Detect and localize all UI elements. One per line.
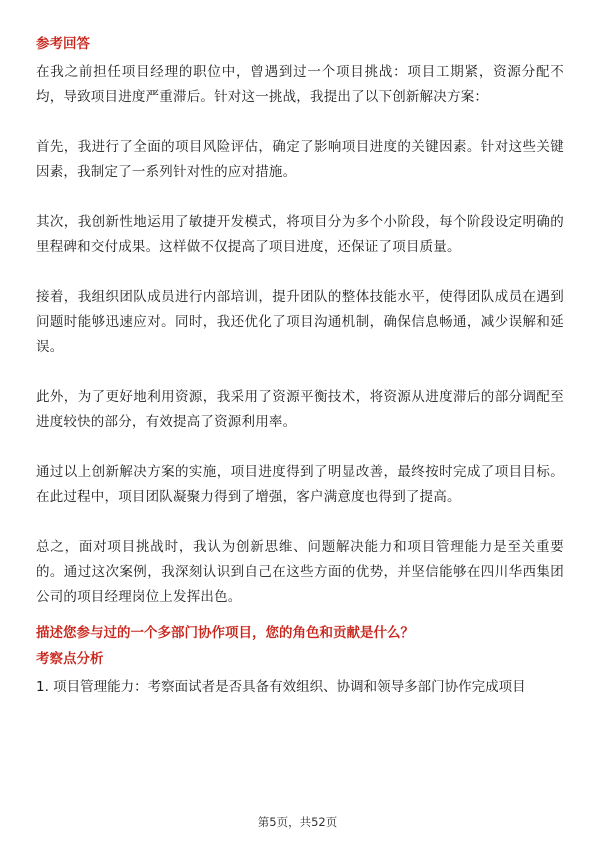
answer-paragraph: 此外，为了更好地利用资源，我采用了资源平衡技术，将资源从进度滞后的部分调配至进度较快的部分，有效提高了资源利用率。 <box>36 389 564 430</box>
page-number-footer: 第5页，共52页 <box>257 815 338 829</box>
answer-paragraph: 首先，我进行了全面的项目风险评估，确定了影响项目进度的关键因素。针对这些关键因素，我制定了一系列针对性的应对措施。 <box>36 139 564 180</box>
answer-heading: 参考回答 <box>36 36 90 52</box>
answer-paragraph: 总之，面对项目挑战时，我认为创新思维、问题解决能力和项目管理能力是至关重要的。通过这次案例，我深刻认识到自己在这些方面的优势，并坚信能够在四川华西集团公司的项目经理岗位上发挥出色。 <box>36 539 564 605</box>
question-heading: 描述您参与过的一个多部门协作项目，您的角色和贡献是什么？ <box>36 625 414 641</box>
answer-paragraph: 接着，我组织团队成员进行内部培训，提升团队的整体技能水平，使得团队成员在遇到问题时能够迅速应对。同时，我还优化了项目沟通机制，确保信息畅通，减少误解和延误。 <box>36 289 564 355</box>
answer-paragraph: 通过以上创新解决方案的实施，项目进度得到了明显改善，最终按时完成了项目目标。在此过程中，项目团队凝聚力得到了增强，客户满意度也得到了提高。 <box>36 464 564 505</box>
answer-paragraph: 其次，我创新性地运用了敏捷开发模式，将项目分为多个小阶段，每个阶段设定明确的里程碑和交付成果。这样做不仅提高了项目进度，还保证了项目质量。 <box>36 214 564 255</box>
answer-paragraph: 在我之前担任项目经理的职位中，曾遇到过一个项目挑战：项目工期紧，资源分配不均，导致项目进度严重滞后。针对这一挑战，我提出了以下创新解决方案： <box>36 64 564 105</box>
page-content <box>36 34 564 698</box>
analysis-heading: 考察点分析 <box>36 651 104 667</box>
analysis-list-item: 1. 项目管理能力：考察面试者是否具备有效组织、协调和领导多部门协作完成项目 <box>36 679 526 695</box>
